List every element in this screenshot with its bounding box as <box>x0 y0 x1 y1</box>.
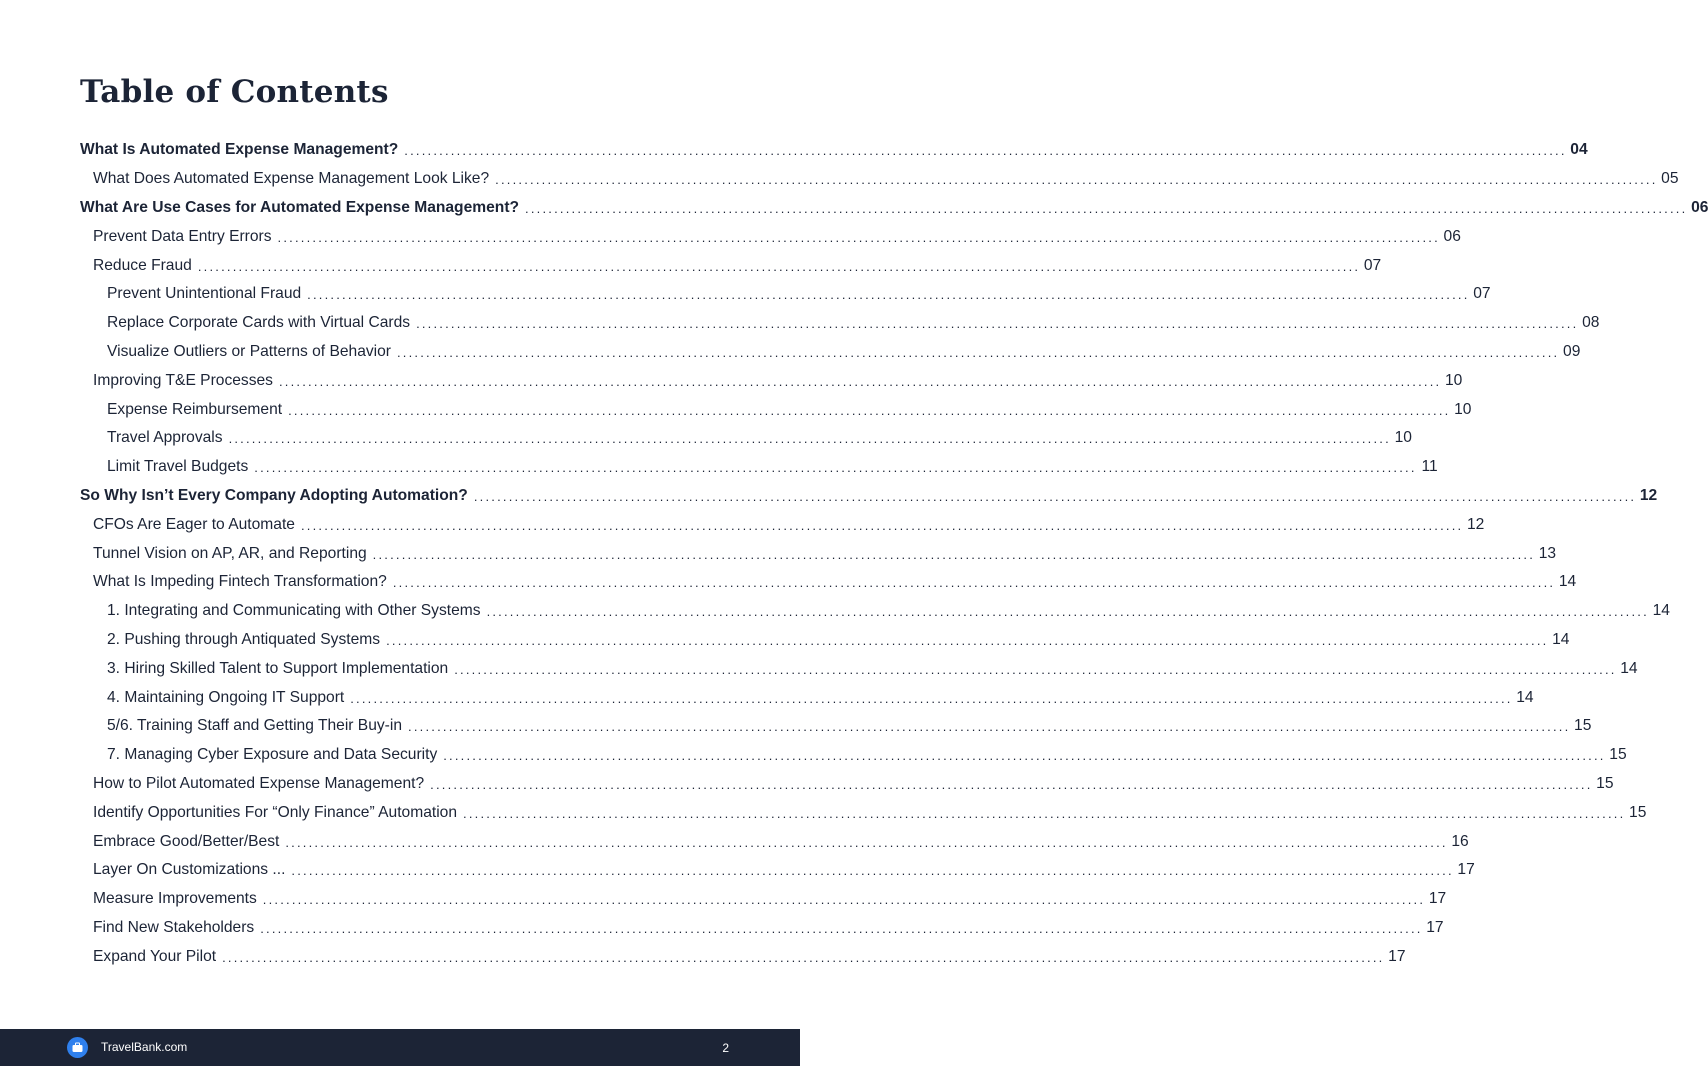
toc-entry[interactable] <box>80 798 1647 827</box>
toc-entry[interactable] <box>80 338 1581 367</box>
toc-entry-page: 08 <box>1582 314 1600 332</box>
dot-leader: ........................................................................................................................................................................................................ <box>463 805 1626 821</box>
toc-entry-title: Embrace Good/Better/Best <box>93 832 280 850</box>
toc-entry-title: What Does Automated Expense Management Look Like? <box>93 170 490 188</box>
toc-entry-title: Travel Approvals <box>107 429 223 447</box>
toc-entry-title: Prevent Unintentional Fraud <box>107 285 302 303</box>
toc-entry-title: 4. Maintaining Ongoing IT Support <box>107 688 345 706</box>
toc-entry-title: Limit Travel Budgets <box>107 458 249 476</box>
page-number: 2 <box>722 1041 729 1055</box>
toc-entry-page: 10 <box>1454 400 1472 418</box>
toc-entry[interactable] <box>80 741 1627 770</box>
toc-entry-page: 15 <box>1596 774 1614 792</box>
toc-entry-page: 17 <box>1388 947 1406 965</box>
toc-entry[interactable] <box>80 280 1491 309</box>
toc-entry-page: 12 <box>1639 486 1658 504</box>
toc-entry-title: Expand Your Pilot <box>93 947 217 965</box>
toc-entry-title: Visualize Outliers or Patterns of Behavior <box>107 342 391 360</box>
toc-entry[interactable] <box>80 568 1577 597</box>
toc-entry-page: 15 <box>1609 746 1627 764</box>
toc-entry-page: 06 <box>1443 227 1461 245</box>
toc-entry[interactable] <box>80 136 1588 165</box>
dot-leader: ........................................................................................................................................................................................................ <box>262 892 1426 908</box>
toc-entry-page: 07 <box>1363 256 1382 274</box>
dot-leader: ........................................................................................................................................................................................................ <box>525 200 1688 216</box>
dot-leader: ........................................................................................................................................................................................................ <box>277 229 1440 245</box>
toc-entry[interactable] <box>80 395 1472 424</box>
toc-entry-page: 15 <box>1574 717 1592 735</box>
dot-leader: ........................................................................................................................................................................................................ <box>408 719 1571 735</box>
dot-leader: ........................................................................................................................................................................................................ <box>386 632 1549 648</box>
toc-entry[interactable] <box>80 885 1447 914</box>
toc-entry-title: Expense Reimbursement <box>107 400 283 418</box>
toc-entry[interactable] <box>80 712 1592 741</box>
toc-entry-page: 14 <box>1620 659 1638 677</box>
dot-leader: ........................................................................................................................................................................................................ <box>397 344 1560 360</box>
toc-entry[interactable] <box>80 366 1463 395</box>
toc-entry-title: Layer On Customizations ... <box>93 861 286 879</box>
dot-leader: ........................................................................................................................................................................................................ <box>278 373 1442 389</box>
dot-leader: ........................................................................................................................................................................................................ <box>404 143 1567 159</box>
toc-entry-title: How to Pilot Automated Expense Management? <box>93 774 425 792</box>
toc-entry-title: Prevent Data Entry Errors <box>93 227 272 245</box>
dot-leader: ........................................................................................................................................................................................................ <box>372 546 1536 562</box>
toc-entry[interactable] <box>80 165 1679 194</box>
toc-entry[interactable] <box>80 856 1475 885</box>
dot-leader: ........................................................................................................................................................................................................ <box>307 287 1470 303</box>
toc-entry-page: 11 <box>1421 458 1438 476</box>
dot-leader: ........................................................................................................................................................................................................ <box>454 661 1617 677</box>
toc-entry[interactable] <box>80 770 1614 799</box>
toc-entry-title: What Is Automated Expense Management? <box>80 141 399 159</box>
toc-entry-page: 14 <box>1552 630 1570 648</box>
toc-entry-title: Replace Corporate Cards with Virtual Cards <box>107 314 411 332</box>
toc-entry-title: What Are Use Cases for Automated Expense Management? <box>80 198 520 216</box>
page-title: Table of Contents <box>80 74 389 110</box>
toc-entry-page: 17 <box>1426 918 1444 936</box>
dot-leader: ........................................................................................................................................................................................................ <box>285 834 1448 850</box>
toc-entry[interactable] <box>80 539 1557 568</box>
toc-entry[interactable] <box>80 626 1570 655</box>
toc-entry-page: 04 <box>1570 141 1588 159</box>
page-footer <box>0 1029 800 1066</box>
toc-entry-page: 16 <box>1451 832 1469 850</box>
dot-leader: ........................................................................................................................................................................................................ <box>486 604 1649 620</box>
toc-entry-title: Identify Opportunities For “Only Finance” Automation <box>93 803 458 821</box>
toc-entry[interactable] <box>80 453 1438 482</box>
toc-entry-title: CFOs Are Eager to Automate <box>93 515 295 533</box>
toc-entry-title: 3. Hiring Skilled Talent to Support Implementation <box>107 659 449 677</box>
toc-entry-title: Find New Stakeholders <box>93 918 255 936</box>
toc-entry-page: 12 <box>1466 515 1485 533</box>
toc-entry[interactable] <box>80 194 1708 223</box>
toc-entry[interactable] <box>80 827 1469 856</box>
toc-entry-title: 7. Managing Cyber Exposure and Data Security <box>107 746 438 764</box>
toc-entry[interactable] <box>80 654 1638 683</box>
toc-entry[interactable] <box>80 683 1534 712</box>
briefcase-icon <box>67 1037 88 1058</box>
toc-entry-page: 17 <box>1428 890 1447 908</box>
toc-entry-page: 10 <box>1445 371 1463 389</box>
toc-entry-page: 14 <box>1558 573 1577 591</box>
toc-entry[interactable] <box>80 510 1485 539</box>
dot-leader: ........................................................................................................................................................................................................ <box>260 920 1423 936</box>
toc-entry-page: 09 <box>1563 342 1581 360</box>
toc-entry-page: 17 <box>1457 861 1475 879</box>
toc-entry[interactable] <box>80 424 1412 453</box>
toc-entry-title: So Why Isn’t Every Company Adopting Automation? <box>80 486 468 504</box>
toc-entry-title: What Is Impeding Fintech Transformation? <box>93 573 387 591</box>
toc-entry-title: Reduce Fraud <box>93 256 192 274</box>
toc-entry[interactable] <box>80 251 1382 280</box>
table-of-contents <box>80 136 1708 971</box>
toc-entry-page: 10 <box>1394 429 1412 447</box>
dot-leader: ........................................................................................................................................................................................................ <box>495 172 1658 188</box>
toc-entry-page: 14 <box>1516 688 1534 706</box>
toc-entry-title: 1. Integrating and Communicating with Other Systems <box>107 602 481 620</box>
toc-entry-title: 2. Pushing through Antiquated Systems <box>107 630 381 648</box>
toc-entry-page: 13 <box>1538 544 1557 562</box>
toc-entry[interactable] <box>80 482 1658 511</box>
dot-leader: ........................................................................................................................................................................................................ <box>254 460 1417 476</box>
dot-leader: ........................................................................................................................................................................................................ <box>291 863 1454 879</box>
toc-entry-page: 05 <box>1661 170 1679 188</box>
toc-entry-title: Tunnel Vision on AP, AR, and Reporting <box>93 544 367 562</box>
dot-leader: ........................................................................................................................................................................................................ <box>430 776 1593 792</box>
dot-leader: ........................................................................................................................................................................................................ <box>222 949 1385 965</box>
dot-leader: ........................................................................................................................................................................................................ <box>473 488 1637 504</box>
toc-entry-page: 06 <box>1691 198 1708 216</box>
dot-leader: ........................................................................................................................................................................................................ <box>228 431 1391 447</box>
toc-entry[interactable] <box>80 309 1600 338</box>
toc-entry[interactable] <box>80 914 1444 943</box>
toc-entry-page: 07 <box>1473 285 1491 303</box>
brand-link[interactable]: TravelBank.com <box>101 1040 188 1054</box>
dot-leader: ........................................................................................................................................................................................................ <box>197 258 1361 274</box>
toc-entry[interactable] <box>80 942 1406 971</box>
toc-entry-page: 15 <box>1629 803 1647 821</box>
toc-entry-title: Measure Improvements <box>93 890 257 908</box>
toc-entry[interactable] <box>80 222 1461 251</box>
dot-leader: ........................................................................................................................................................................................................ <box>288 402 1451 418</box>
toc-entry-page: 14 <box>1652 602 1670 620</box>
toc-entry-title: Improving T&E Processes <box>93 371 273 389</box>
dot-leader: ........................................................................................................................................................................................................ <box>416 316 1579 332</box>
toc-entry[interactable] <box>80 597 1670 626</box>
dot-leader: ........................................................................................................................................................................................................ <box>350 690 1513 706</box>
dot-leader: ........................................................................................................................................................................................................ <box>300 517 1464 533</box>
toc-entry-title: 5/6. Training Staff and Getting Their Buy-in <box>107 717 403 735</box>
dot-leader: ........................................................................................................................................................................................................ <box>443 748 1606 764</box>
dot-leader: ........................................................................................................................................................................................................ <box>392 575 1556 591</box>
